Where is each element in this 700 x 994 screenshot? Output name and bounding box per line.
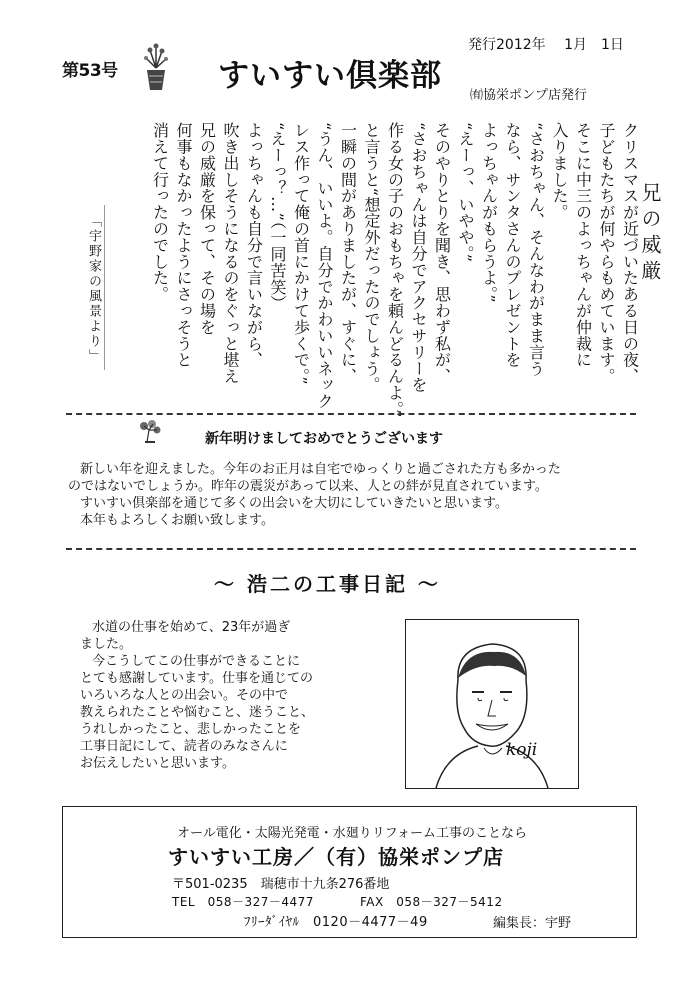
essay-line: “えーっ、いやや。” [456,122,475,263]
new-year-paragraph: 新しい年を迎えました。今年のお正月は自宅でゆっくりと過ごされた方も多かった [80,462,561,477]
essay-line: 何事もなかったようにさっそうと [174,122,193,368]
diary-line: いろいろな人との出会い。その中で [80,688,289,703]
essay-body [148,122,642,452]
portrait-frame [405,619,579,789]
flower-sprig-icon [135,418,165,444]
essay-line: 入りました。 [550,122,569,221]
company-name: すいすい工房／（有）協栄ポンプ店 [168,845,504,869]
company-fax: FAX 058－327－5412 [360,895,503,909]
essay-line: 吹き出しそうになるのをぐっと堪え [221,122,240,385]
essay-line: 消えて行ったのでした。 [150,122,170,303]
new-year-paragraph: のではないでしょうか。昨年の震災があって以来、人との絆が見直されています。 [68,479,548,494]
diary-line: お伝えしたいと思います。 [80,756,235,771]
essay-line: “うん、いいよ。自分でかわいいネック [315,122,334,410]
diary-body [80,619,390,772]
new-year-paragraph: すいすい倶楽部を通じて多くの出会いを大切にしていきたいと思います。 [80,496,508,511]
essay-line: よっちゃんも自分で言いながら、 [244,122,264,368]
new-year-paragraph: 本年もよろしくお願い致します。 [80,513,274,528]
essay-line: 兄の威厳を保って、その場を [197,122,217,336]
essay-line: 一瞬の間がありましたが、すぐに、 [338,122,358,385]
diary-line: 今こうしてこの仕事ができることに [92,654,301,669]
essay-line: よっちゃんがもらうよ。” [479,122,499,303]
editor-credit: 編集長：宇野 [490,912,574,931]
publish-date: 発行2012年 1月 1日 [468,37,624,53]
essay-line: 作る女の子のおもちゃを頼んどるんよ。” [385,122,405,418]
essay-caption: 「宇野家の風景より」 [86,214,101,364]
essay-line: そのやりとりを聞き、思わず私が、 [432,122,452,385]
section-divider [66,548,636,550]
diary-line: とても感謝しています。仕事を通じての [80,671,313,686]
issue-number: 第53号 [62,61,118,81]
essay-line: クリスマスが近づいたある日の夜、 [620,122,640,385]
new-year-title: 新年明けましておめでとうございます [205,431,443,447]
company-tel: TEL 058－327－4477 [172,895,314,909]
company-address: 〒501-0235 瑞穂市十九条276番地 [172,877,390,892]
newsletter-title: すいすい倶楽部 [218,58,442,94]
essay-line: と言うと“想定外だったのでしょう。 [362,122,381,393]
flower-pot-icon [140,42,172,94]
diary-line: 工事日記にして、読者のみなさんに [80,739,288,754]
diary-line: 教えられたことや悩むこと、迷うこと、 [80,705,315,720]
essay-line: 子どもたちが何やらもめています。 [597,122,616,385]
essay-line: レス作って俺の首にかけて歩くで。” [291,122,311,385]
essay-line: なら、サンタさんのプレゼントを [503,122,522,368]
caption-divider [104,205,105,370]
company-freedial: ﾌﾘｰﾀﾞｲﾔﾙ 0120－4477－49 [244,915,428,930]
section-divider [66,413,636,415]
essay-line: “えーっ？…”（一同苦笑） [268,122,287,312]
diary-title: ～ 浩二の工事日記 ～ [214,572,441,596]
essay-line: “さおちゃんは自分でアクセサリーを [409,122,428,393]
footer-tagline: オール電化・太陽光発電・水廻りリフォーム工事のことなら [176,826,528,841]
publisher: ㈲協栄ポンプ店発行 [470,88,588,103]
diary-line: ました。 [80,637,133,652]
diary-line: 水道の仕事を始めて、23年が過ぎ [92,620,291,635]
portrait-signature: koji [506,740,538,760]
essay-line: そこに中三のよっちゃんが仲裁に [573,122,593,368]
portrait-sketch [406,620,578,788]
diary-line: うれしかったこと、悲しかったことを [80,722,302,737]
essay-line: “さおちゃん、そんなわがまま言う [526,122,546,377]
essay-title: 兄の威厳 [638,182,662,286]
new-year-body [68,461,648,529]
